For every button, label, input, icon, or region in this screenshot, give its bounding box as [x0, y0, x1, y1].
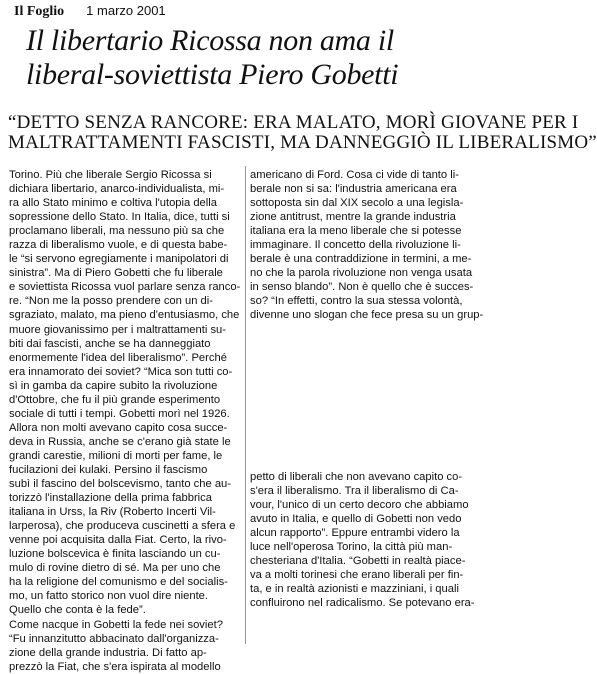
- text-line: va a molti torinesi che erano liberali per fin-: [250, 569, 464, 582]
- text-line: avuto in Italia, e quello di Gobetti non vedo: [250, 513, 462, 526]
- text-line: Come nacque in Gobetti la fede nei soviet?: [9, 618, 223, 631]
- text-line: torizzò l'installazione della prima fabbrica: [9, 492, 212, 505]
- text-line: ra allo Stato minimo e coltiva l'utopia della: [9, 197, 217, 210]
- text-line: berale non si sa: l'industria americana era: [250, 183, 457, 196]
- text-line: e soviettista Ricossa vuol parlare senza ranco-: [9, 281, 241, 294]
- text-line: sinistra”. Ma di Piero Gobetti che fu liberale: [9, 267, 223, 280]
- text-line: luzione bolscevica è finita lasciando un cu-: [9, 548, 221, 561]
- headline-line: Il libertario Ricossa non ama il: [26, 24, 394, 57]
- text-line: Allora non molti avevano capito cosa succe-: [9, 421, 228, 434]
- text-line: so? “In effetti, contro la sua stessa volontà,: [250, 295, 463, 308]
- text-line: sottoposta sin dal XIX secolo a una legisla-: [250, 197, 464, 210]
- text-line: sì in gamba da capire subito la rivoluzione: [9, 379, 218, 392]
- text-line: mo, un fatto storico non vuol dire niente.: [9, 590, 209, 603]
- text-line: italiana in Urss, la Riv (Roberto Incerti Vil-: [9, 506, 216, 519]
- text-line: mulo di rovine dietro di sé. Ma per uno che: [9, 562, 221, 575]
- text-line: muore giovanissimo per i maltrattamenti su-: [9, 323, 226, 336]
- text-line: proclamano liberali, ma nessuno più sa che: [9, 225, 225, 238]
- text-line: razza di liberalismo vuole, e di questa babe-: [9, 239, 228, 252]
- text-line: petto di liberali che non avevano capito co-: [250, 471, 463, 483]
- text-line: italiana era la meno liberale che si potesse: [250, 225, 462, 238]
- text-line: fucilazioni dei kulaki. Persino il fascismo: [9, 463, 208, 476]
- text-line: larperosa), che produceva cuscinetti a sfera e: [9, 520, 236, 533]
- text-line: berale è una contraddizione in termini, a me-: [250, 253, 472, 266]
- text-line: vour, l'unico di un certo decoro che abbiamo: [250, 499, 469, 512]
- text-line: chesteriana d'Italia. “Gobetti in realtà piace-: [250, 555, 466, 568]
- subheadline-line: “DETTO SENZA RANCORE: ERA MALATO, MORÌ GIOVANE PER I: [8, 112, 579, 133]
- text-line: prezzò la Fiat, che s'era ispirata al modello: [9, 660, 221, 673]
- text-line: Quello che conta è la fede”.: [9, 604, 146, 617]
- text-line: venne poi acquisita dalla Fiat. Certo, la rivo-: [9, 534, 227, 547]
- text-line: immaginare. Il concetto della rivoluzione li-: [250, 239, 461, 252]
- masthead: [14, 2, 166, 20]
- headline: [26, 24, 476, 92]
- text-line: era innamorato dei soviet? “Mica son tutti co-: [9, 365, 233, 378]
- text-line: s'era il liberalismo. Tra il liberalismo di Ca-: [250, 485, 459, 498]
- text-line: le “si servono egregiamente i manipolatori di: [9, 253, 229, 266]
- article-column-left: [9, 168, 241, 674]
- text-line: ha la religione del comunismo e del socialis-: [9, 576, 228, 589]
- text-line: dichiara libertario, anarco-individualista, mi-: [9, 183, 225, 196]
- text-line: sgraziato, malato, ma pieno d'entusiasmo, che: [9, 309, 240, 322]
- text-line: in senso blando”. Non è quello che è succes-: [250, 281, 474, 294]
- text-line: deva in Russia, anche se c'erano già state le: [9, 435, 231, 448]
- text-line: biti dai fascisti, anche se ha danneggiato: [9, 337, 211, 350]
- text-line: luce nell'operosa Torino, la città più man-: [250, 541, 453, 554]
- text-line: zione antitrust, mentre la grande industria: [250, 211, 456, 224]
- publication-date: 1 marzo 2001: [86, 3, 166, 18]
- text-line: ta, e in realtà azionisti e mazziniani, i quali: [250, 583, 459, 596]
- text-line: Torino. Più che liberale Sergio Ricossa si: [9, 169, 212, 181]
- text-line: d'Ottobre, che fu il più grande esperimento: [9, 393, 221, 406]
- article-column-right-bottom: [250, 470, 482, 610]
- text-line: enormemente l'idea del liberalismo”. Perché: [9, 351, 227, 364]
- text-line: “Fu innanzitutto abbacinato dall'organizza-: [9, 632, 219, 645]
- text-line: grandi carestie, milioni di morti per fame, le: [9, 449, 223, 462]
- text-line: zione della grande industria. Di fatto ap-: [9, 646, 207, 659]
- text-line: divenne uno slogan che fece presa su un grup-: [250, 309, 484, 322]
- text-line: re. “Non me la posso prendere con un di-: [9, 295, 213, 308]
- article-column-right-top: [250, 168, 482, 323]
- subheadline-line: MALTRATTAMENTI FASCISTI, MA DANNEGGIÒ IL LIBERALISMO”: [8, 132, 597, 153]
- text-line: americano di Ford. Cosa ci vide di tanto li-: [250, 169, 459, 181]
- text-line: alcun rapporto”. Eppure entrambi videro la: [250, 527, 460, 540]
- text-line: sociale di tutti i tempi. Gobetti morì nel 1926.: [9, 407, 230, 420]
- column-divider: [245, 166, 246, 644]
- subheadline: [8, 112, 597, 153]
- newspaper-name: Il Foglio: [14, 4, 65, 19]
- text-line: confluirono nel radicalismo. Se potevano era-: [250, 597, 475, 610]
- text-line: sopressione dello Stato. In Italia, dice, tutti si: [9, 211, 230, 224]
- text-line: subì il fascino del bolscevismo, tanto che au-: [9, 478, 232, 491]
- text-line: no che la parola rivoluzione non venga usata: [250, 267, 473, 280]
- headline-line: liberal-soviettista Piero Gobetti: [26, 58, 399, 91]
